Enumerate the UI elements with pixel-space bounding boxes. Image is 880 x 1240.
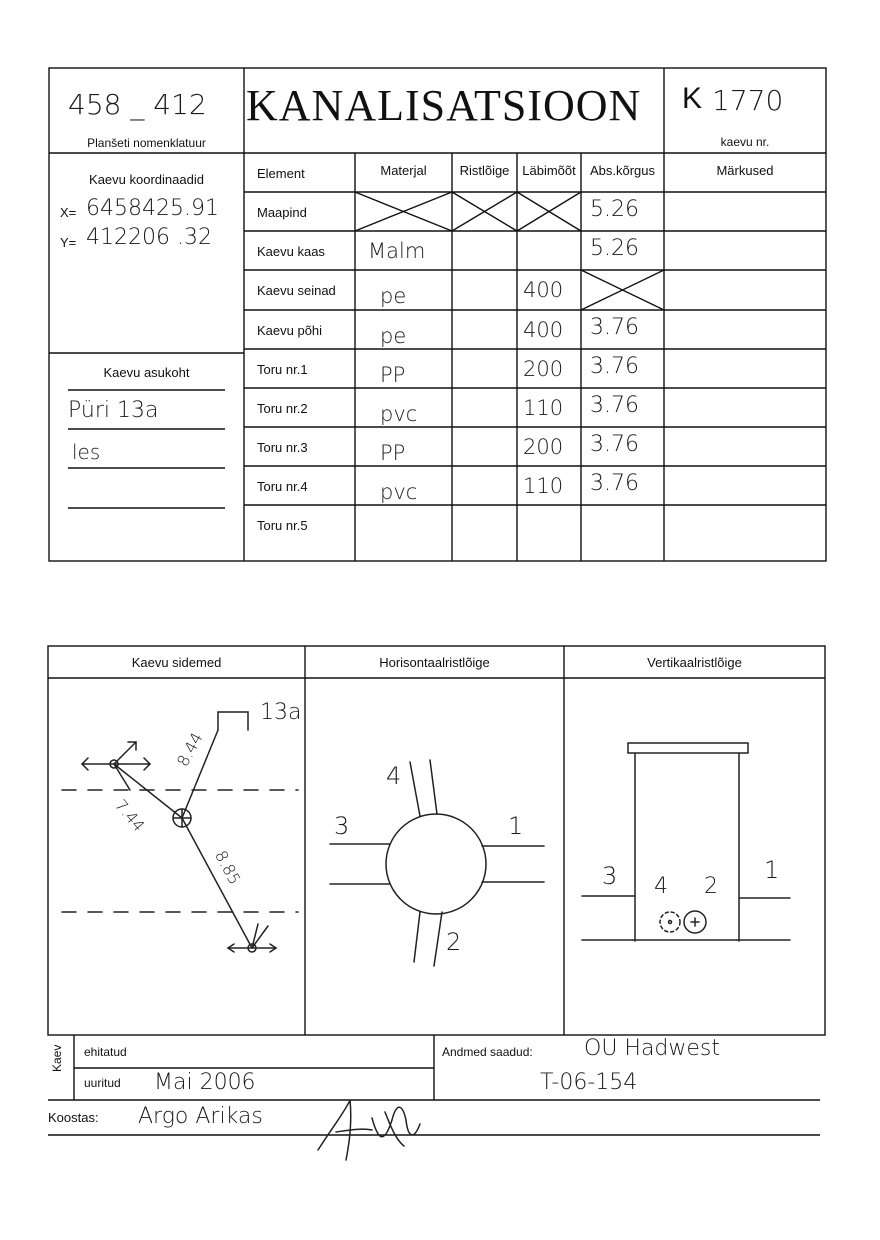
column-header: Abs.kõrgus: [589, 163, 656, 178]
row-diameter: 400: [523, 278, 564, 302]
surveyed-value: Mai 2006: [154, 1070, 256, 1095]
row-abs-height: 5.26: [590, 236, 639, 261]
row-element: Toru nr.3: [257, 440, 308, 455]
row-abs-height: 3.76: [590, 471, 639, 496]
compiled-label: Koostas:: [48, 1110, 99, 1125]
sketch-header-vertical: Vertikaalristlõige: [647, 655, 742, 670]
row-element: Toru nr.1: [257, 362, 308, 377]
row-material: Malm: [368, 239, 426, 263]
source-value-1: OÜ Hadwest: [584, 1036, 721, 1061]
sheet-label: Planšeti nomenklatuur: [87, 136, 206, 150]
vsec-pipe-4: 4: [654, 874, 668, 899]
location-line2: les: [72, 440, 101, 464]
location-label: Kaevu asukoht: [103, 365, 190, 380]
well-prefix: K: [682, 82, 703, 115]
hsec-pipe-1: 1: [508, 812, 524, 840]
vsec-pipe-1: 1: [764, 856, 780, 884]
row-element: Kaevu seinad: [257, 283, 336, 298]
horizontal-section-sketch: [330, 760, 544, 966]
compiled-value: Argo Arikas: [138, 1104, 263, 1129]
hsec-pipe-4: 4: [386, 762, 402, 790]
sheet-number: 458 _ 412: [68, 88, 207, 121]
built-label: ehitatud: [84, 1045, 127, 1059]
vsec-pipe-3: 3: [602, 862, 618, 890]
sketch-header-ties: Kaevu sidemed: [131, 655, 222, 670]
coord-y-value: 412206 .32: [86, 225, 212, 250]
page-title: KANALISATSIOON: [246, 81, 642, 130]
row-abs-height: 5.26: [590, 197, 639, 222]
row-element: Toru nr.4: [257, 479, 308, 494]
signature: [318, 1100, 420, 1160]
well-label: kaevu nr.: [720, 135, 770, 149]
hsec-pipe-2: 2: [446, 928, 462, 956]
coords-label: Kaevu koordinaadid: [89, 172, 204, 187]
row-element: Kaevu põhi: [257, 323, 323, 338]
row-diameter: 110: [523, 396, 564, 420]
hsec-pipe-3: 3: [334, 812, 350, 840]
location-line1: Püri 13a: [68, 398, 159, 423]
well-number: 1770: [712, 84, 784, 117]
row-material: pvc: [380, 402, 418, 426]
source-value-2: T-06-154: [540, 1070, 638, 1095]
row-abs-height: 3.76: [590, 354, 639, 379]
source-label: Andmed saadud:: [442, 1045, 533, 1059]
column-header: Ristlõige: [459, 163, 510, 178]
coord-y-prefix: Y=: [60, 235, 77, 250]
surveyed-label: uuritud: [84, 1076, 121, 1090]
row-diameter: 200: [523, 357, 564, 381]
row-material: pe: [380, 284, 407, 308]
vsec-pipe-2: 2: [704, 874, 718, 899]
tie-distance-3: 8.85: [211, 847, 245, 888]
row-diameter: 200: [523, 435, 564, 459]
row-material: PP: [380, 363, 406, 387]
row-element: Toru nr.5: [257, 518, 308, 533]
column-header: Materjal: [380, 163, 427, 178]
row-diameter: 110: [523, 474, 564, 498]
vertical-section-sketch: [582, 743, 790, 941]
row-material: pvc: [380, 480, 418, 504]
footer-side-label: Kaev: [50, 1044, 64, 1072]
row-diameter: 400: [523, 318, 564, 342]
row-material: PP: [380, 441, 406, 465]
column-header: Märkused: [716, 163, 774, 178]
column-header: Läbimõõt: [522, 163, 576, 178]
coord-x-value: 6458425.91: [86, 196, 219, 221]
sketch-header-horizontal: Horisontaalristlõige: [379, 655, 490, 670]
row-element: Maapind: [257, 205, 307, 220]
tie-distance-2: 7.44: [111, 795, 149, 836]
tie-distance-1: 8.44: [173, 729, 207, 770]
column-header: Element: [257, 166, 305, 181]
row-abs-height: 3.76: [590, 393, 639, 418]
coord-x-prefix: X=: [60, 205, 77, 220]
tie-building-label: 13a: [260, 700, 302, 725]
row-material: pe: [380, 324, 407, 348]
row-abs-height: 3.76: [590, 432, 639, 457]
row-element: Kaevu kaas: [257, 244, 325, 259]
row-element: Toru nr.2: [257, 401, 308, 416]
row-abs-height: 3.76: [590, 315, 639, 340]
